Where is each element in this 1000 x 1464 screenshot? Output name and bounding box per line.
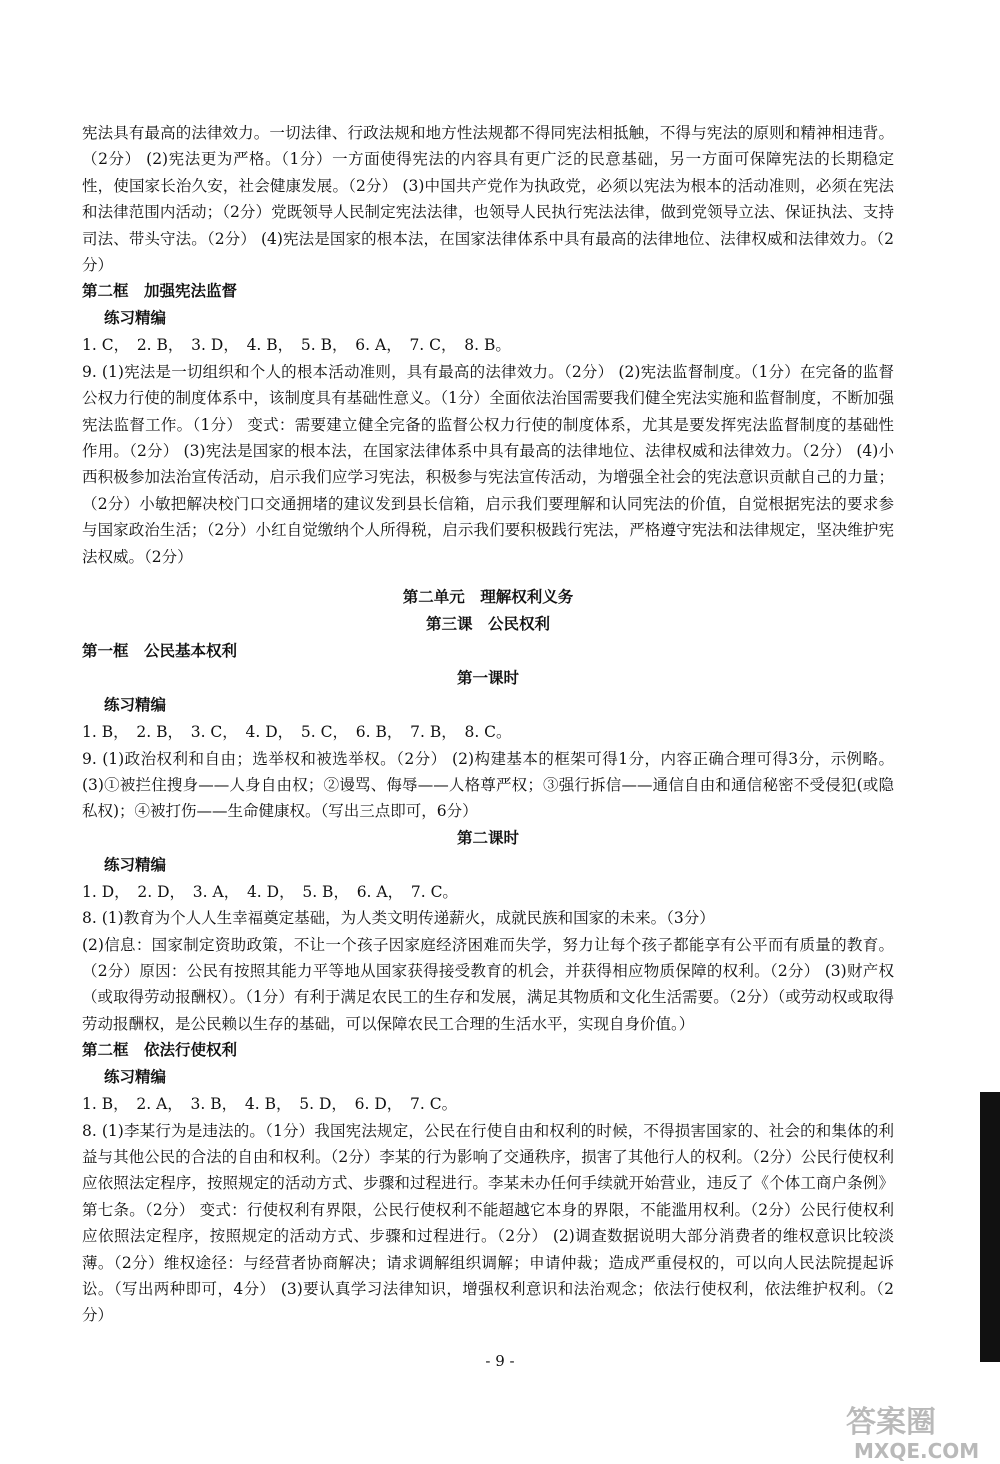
edge-tab-marker bbox=[980, 1092, 1000, 1362]
question-8-answer: 8. (1)李某行为是违法的。（1分）我国宪法规定，公民在行使自由和权利的时候，不得损害国家的、社会的和集体的利益与其他公民的合法的自由和权利。（2分）李某的行为影响了交通秩序，损害了其他行人的权利。（2分）公民行使权利应依照法定程序，按照规定的活动方式、步骤和过程进行。李某未办任何手续就开始营业，违反了《个体工商户条例》第七条。（2分） 变式：行使权利有界限，公民行使权利不能超越它本身的界限，不能滥用权利。（2分）公民行使权利应依照法定程序，按照规定的活动方式、步骤和过程进行。（2分） (2)调查数据说明大部分消费者的维权意识比较淡薄。（2分）维权途径：与经营者协商解决；请求调解组织调解；申请仲裁；造成严重侵权的，可以向人民法院提起诉讼。（写出两种即可，4分） (3)要认真学习法律知识，增强权利意识和法治观念；依法行使权利，依法维护权利。（2分） bbox=[82, 1121, 894, 1325]
class-hour-1: 第一课时 bbox=[456, 669, 519, 688]
subheading-exercises: 练习精编 bbox=[104, 855, 167, 874]
section-heading-basic-rights: 第一框 公民基本权利 bbox=[82, 642, 238, 661]
section-heading-exercise-rights: 第二框 依法行使权利 bbox=[82, 1041, 238, 1060]
watermark-logo bbox=[840, 1398, 1000, 1464]
subheading-exercises: 练习精编 bbox=[104, 1068, 167, 1087]
question-9-answer: 9. (1)宪法是一切组织和个人的根本活动准则，具有最高的法律效力。（2分） (2)宪法监督制度。（1分）在完备的监督公权力行使的制度体系中，该制度具有基础性意义。（1分）全面依法治国需要我们健全宪法实施和监督制度，不断加强宪法监督工作。（1分） 变式：需要建立健全完备的监督公权力行使的制度体系，尤其是要发挥宪法监督制度的基础性作用。（2分） (3)宪法是国家的根本法，在国家法律体系中具有最高的法律地位、法律权威和法律效力。（2分） (4)小西积极参加法治宣传活动，启示我们应学习宪法，积极参与宪法宣传活动，为增强全社会的宪法意识贡献自己的力量；（2分）小敏把解决校门口交通拥堵的建议发到县长信箱，启示我们要理解和认同宪法的价值，自觉根据宪法的要求参与国家政治生活；（2分）小红自觉缴纳个人所得税，启示我们要积极践行宪法，严格遵守宪法和法律规定，坚决维护宪法权威。（2分） bbox=[82, 362, 894, 566]
multiple-choice-answers: 1. B， 2. B， 3. C， 4. D， 5. C， 6. B， 7. B， 8. C。 bbox=[82, 723, 512, 742]
answer-page-body bbox=[82, 120, 894, 1329]
class-hour-2: 第二课时 bbox=[456, 828, 519, 847]
paragraph-constitution-answer: 宪法具有最高的法律效力。一切法律、行政法规和地方性法规都不得同宪法相抵触，不得与宪法的原则和精神相违背。（2分） (2)宪法更为严格。（1分）一方面使得宪法的内容具有更广泛的民意基础，另一方面可保障宪法的长期稳定性，使国家长治久安，社会健康发展。（2分） (3)中国共产党作为执政党，必须以宪法为根本的活动准则，必须在宪法和法律范围内活动；（2分）党既领导人民制定宪法法律，也领导人民执行宪法法律，做到党领导立法、保证执法、支持司法、带头守法。（2分） (4)宪法是国家的根本法，在国家法律体系中具有最高的法律地位、法律权威和法律效力。（2分） bbox=[82, 124, 894, 275]
watermark-text-url: MXQE.COM bbox=[854, 1439, 980, 1463]
multiple-choice-answers: 1. C， 2. B， 3. D， 4. B， 5. B， 6. A， 7. C， 8. B。 bbox=[82, 336, 511, 355]
section-heading-constitution-supervision: 第二框 加强宪法监督 bbox=[82, 282, 238, 301]
lesson-title: 第三课 公民权利 bbox=[425, 615, 550, 634]
question-9-answer: 9. (1)政治权利和自由；选举权和被选举权。（2分） (2)构建基本的框架可得1分，内容正确合理可得3分，示例略。 (3)①被拦住搜身——人身自由权；②谩骂、侮辱——人格尊严权；③强行拆信——通信自由和通信秘密不受侵犯(或隐私权)；④被打伤——生命健康权。（写出三点即可，6分） bbox=[82, 749, 894, 821]
question-8-part-1-answer: 8. (1)教育为个人人生幸福奠定基础，为人类文明传递薪火，成就民族和国家的未来。（3分） bbox=[82, 909, 715, 928]
multiple-choice-answers: 1. D， 2. D， 3. A， 4. D， 5. B， 6. A， 7. C。 bbox=[82, 882, 458, 901]
subheading-exercises: 练习精编 bbox=[104, 696, 167, 715]
multiple-choice-answers: 1. B， 2. A， 3. B， 4. B， 5. D， 6. D， 7. C。 bbox=[82, 1095, 458, 1114]
watermark-text-main: 答案圈 bbox=[846, 1405, 936, 1440]
subheading-exercises: 练习精编 bbox=[104, 309, 167, 328]
page-number: - 9 - bbox=[485, 1352, 515, 1370]
unit-title: 第二单元 理解权利义务 bbox=[402, 588, 574, 607]
question-8-part-2-answer: (2)信息：国家制定资助政策，不让一个孩子因家庭经济困难而失学，努力让每个孩子都能享有公平而有质量的教育。（2分）原因：公民有按照其能力平等地从国家获得接受教育的机会，并获得相应物质保障的权利。（2分） (3)财产权（或取得劳动报酬权）。（1分）有利于满足农民工的生存和发展，满足其物质和文化生活需要。（2分）（或劳动权或取得劳动报酬权，是公民赖以生存的基础，可以保障农民工合理的生活水平，实现自身价值。） bbox=[82, 935, 894, 1033]
